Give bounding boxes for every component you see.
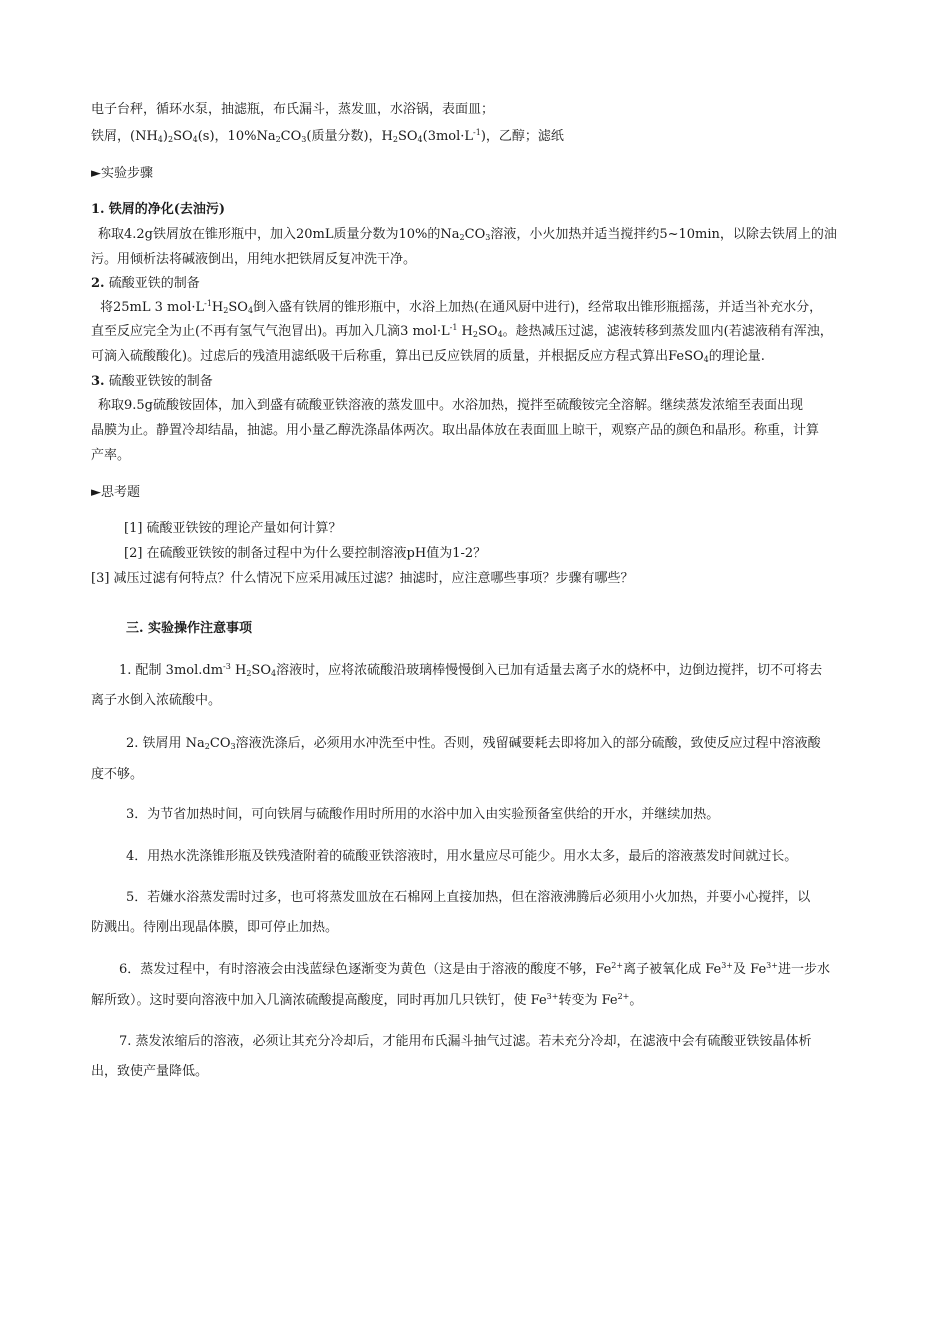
text: 转变为 Fe [558,993,618,1008]
text: SO [173,129,193,144]
question-1: [1] 硫酸亚铁铵的理论产量如何计算？ [124,521,342,536]
text: 铁屑，(NH [91,129,158,144]
text: 6．蒸发过程中，有时溶液会由浅蓝绿色逐渐变为黄色（这是由于溶液的酸度不够，Fe [119,962,612,977]
text: H [457,324,473,339]
subscript: 4 [703,355,709,364]
text: SO [251,663,271,678]
text: 电子台秤，循环水泵，抽滤瓶，布氏漏斗，蒸发皿，水浴锅，表面皿； [91,102,495,117]
text: SO [228,300,248,315]
text: 离子被氧化成 Fe [623,962,722,977]
text: CO [209,736,231,751]
step-number: 3. [91,374,105,389]
subscript: 2 [204,742,210,751]
text: 1. 配制 3mol.dm [119,663,224,678]
step-title: 铁屑的净化(去油污) [108,202,226,217]
text: 2. 铁屑用 Na [126,736,205,751]
subscript: 2 [472,330,478,339]
step2-line2 [91,323,833,341]
subscript: 3 [301,135,307,144]
text: (质量分数)，H [306,129,393,144]
text: SO [397,129,418,144]
subscript: 3 [485,233,491,242]
text: 称取4.2g铁屑放在锥形瓶中，加入20mL质量分数为10%的Na [98,227,460,242]
question-2: [2] 在硫酸亚铁铵的制备过程中为什么要控制溶液pH值为1-2？ [124,546,487,561]
subscript: 3 [230,742,236,751]
step3-line3: 产率。 [91,448,131,463]
question-3: [3] 减压过滤有何特点？什么情况下应采用减压过滤？抽滤时，应注意哪些事项？步骤有哪些？ [91,571,634,586]
text: 可滴入硫酸酸化)。过虑后的残渣用滤纸吸干后称重，算出已反应铁屑的质量，并根据反应方程式算出FeSO [91,349,704,364]
step3-line2: 晶膜为止。静置冷却结晶，抽滤。用小量乙醇洗涤晶体两次。取出晶体放在表面皿上晾干，观察产品的颜色和晶形。称重，计算 [91,423,820,438]
superscript: -3 [223,662,231,671]
superscript: 2+ [617,992,630,1001]
text: 。趁热减压过滤，滤液转移到蒸发皿内(若滤液稍有浑浊， [502,324,833,339]
text: 进一步水 [777,962,830,977]
text: 的理论量. [708,349,765,364]
subscript: 4 [192,135,198,144]
subscript: 2 [392,135,398,144]
text: (3mol·L [422,129,474,144]
step1-line2: 污。用倾析法将碱液倒出，用纯水把铁屑反复冲洗干净。 [91,252,417,267]
subscript: 4 [271,669,277,678]
subscript: 4 [157,135,163,144]
text: 解所致）。这时要向溶液中加入几滴浓硫酸提高酸度，同时再加几只铁钉，使 Fe [91,993,547,1008]
text: CO [280,129,302,144]
step2-title [91,275,200,293]
superscript: -1 [449,323,458,332]
step-number: 2. [91,276,105,291]
step1-line1 [98,226,837,244]
step3-line1: 称取9.5g硫酸铵固体，加入到盛有硫酸亚铁溶液的蒸发皿中。水浴加热，搅拌至硫酸铵完全溶解。继续蒸发浓缩至表面出现 [98,398,803,413]
note-2-line2: 度不够。 [91,767,144,782]
superscript: 3+ [766,961,778,970]
subscript: 2 [459,233,465,242]
subscript: 4 [247,306,254,315]
subscript: 2 [167,135,174,144]
steps-heading: ►实验步骤 [91,166,153,181]
step2-line1 [100,299,822,317]
note-2-line1 [126,735,821,753]
notes-heading: 三. 实验操作注意事项 [126,621,253,636]
text: SO [478,324,498,339]
note-3: 3．为节省加热时间，可向铁屑与硫酸作用时所用的水浴中加入由实验预备室供给的开水，并继续加热。 [126,807,720,822]
subscript: 2 [246,669,252,678]
text: 倒入盛有铁屑的锥形瓶中，水浴上加热(在通风厨中进行)，经常取出锥形瓶摇荡，并适当补充水分， [253,300,823,315]
superscript: -1 [204,299,212,308]
text: H [230,663,247,678]
subscript: 4 [497,330,503,339]
text: 溶液时，应将浓硫酸沿玻璃棒慢慢倒入已加有适量去离子水的烧杯中，边倒边搅拌，切不可将去 [276,663,823,678]
note-6-line1 [119,961,830,979]
subscript: 2 [223,306,229,315]
note-5-line2: 防溅出。待刚出现晶体膜，即可停止加热。 [91,920,339,935]
text: ) [162,129,168,144]
text: 将25mL 3 mol·L [100,300,205,315]
step-title: 硫酸亚铁铵的制备 [108,374,213,389]
materials-line-reagents [91,128,564,146]
note-1-line2: 离子水倒入浓硫酸中。 [91,693,222,708]
subscript: 2 [275,135,281,144]
note-7-line1: 7. 蒸发浓缩后的溶液，必须让其充分冷却后，才能用布氏漏斗抽气过滤。若未充分冷却，在滤液中会有硫酸亚铁铵晶体析 [119,1034,812,1049]
text: 溶液洗涤后，必须用水冲洗至中性。否则，残留碱要耗去即将加入的部分硫酸，致使反应过程中溶液酸 [235,736,821,751]
text: )，乙醇；滤纸 [480,129,564,144]
text: CO [464,227,486,242]
step-number: 1. [91,202,105,217]
note-1-line1 [119,662,822,680]
text: 直至反应完全为止(不再有氢气气泡冒出)。再加入几滴3 mol·L [91,324,450,339]
superscript: 3+ [546,992,559,1001]
text: 溶液，小火加热并适当搅拌约5~10min，以除去铁屑上的油 [490,227,837,242]
note-6-line2 [91,992,642,1010]
text: (s)，10%Na [197,129,276,144]
superscript: -1 [473,128,481,137]
superscript: 3+ [721,961,734,970]
subscript: 4 [417,135,423,144]
note-5-line1: 5．若嫌水浴蒸发需时过多，也可将蒸发皿放在石棉网上直接加热，但在溶液沸腾后必须用小火加热，并要小心搅拌，以 [126,890,811,905]
text: H [211,300,224,315]
step2-line3 [91,348,765,366]
note-7-line2: 出，致使产量降低。 [91,1064,209,1079]
step3-title [91,373,213,391]
note-4: 4．用热水洗涤锥形瓶及铁残渣附着的硫酸亚铁溶液时，用水量应尽可能少。用水太多，最后的溶液蒸发时间就过长。 [126,849,798,864]
step1-title [91,201,225,219]
text: 及 Fe [733,962,767,977]
superscript: 2+ [611,961,624,970]
text: 。 [629,993,643,1008]
materials-line-equipment [91,101,494,119]
step-title: 硫酸亚铁的制备 [108,276,200,291]
questions-heading: ►思考题 [91,485,140,500]
